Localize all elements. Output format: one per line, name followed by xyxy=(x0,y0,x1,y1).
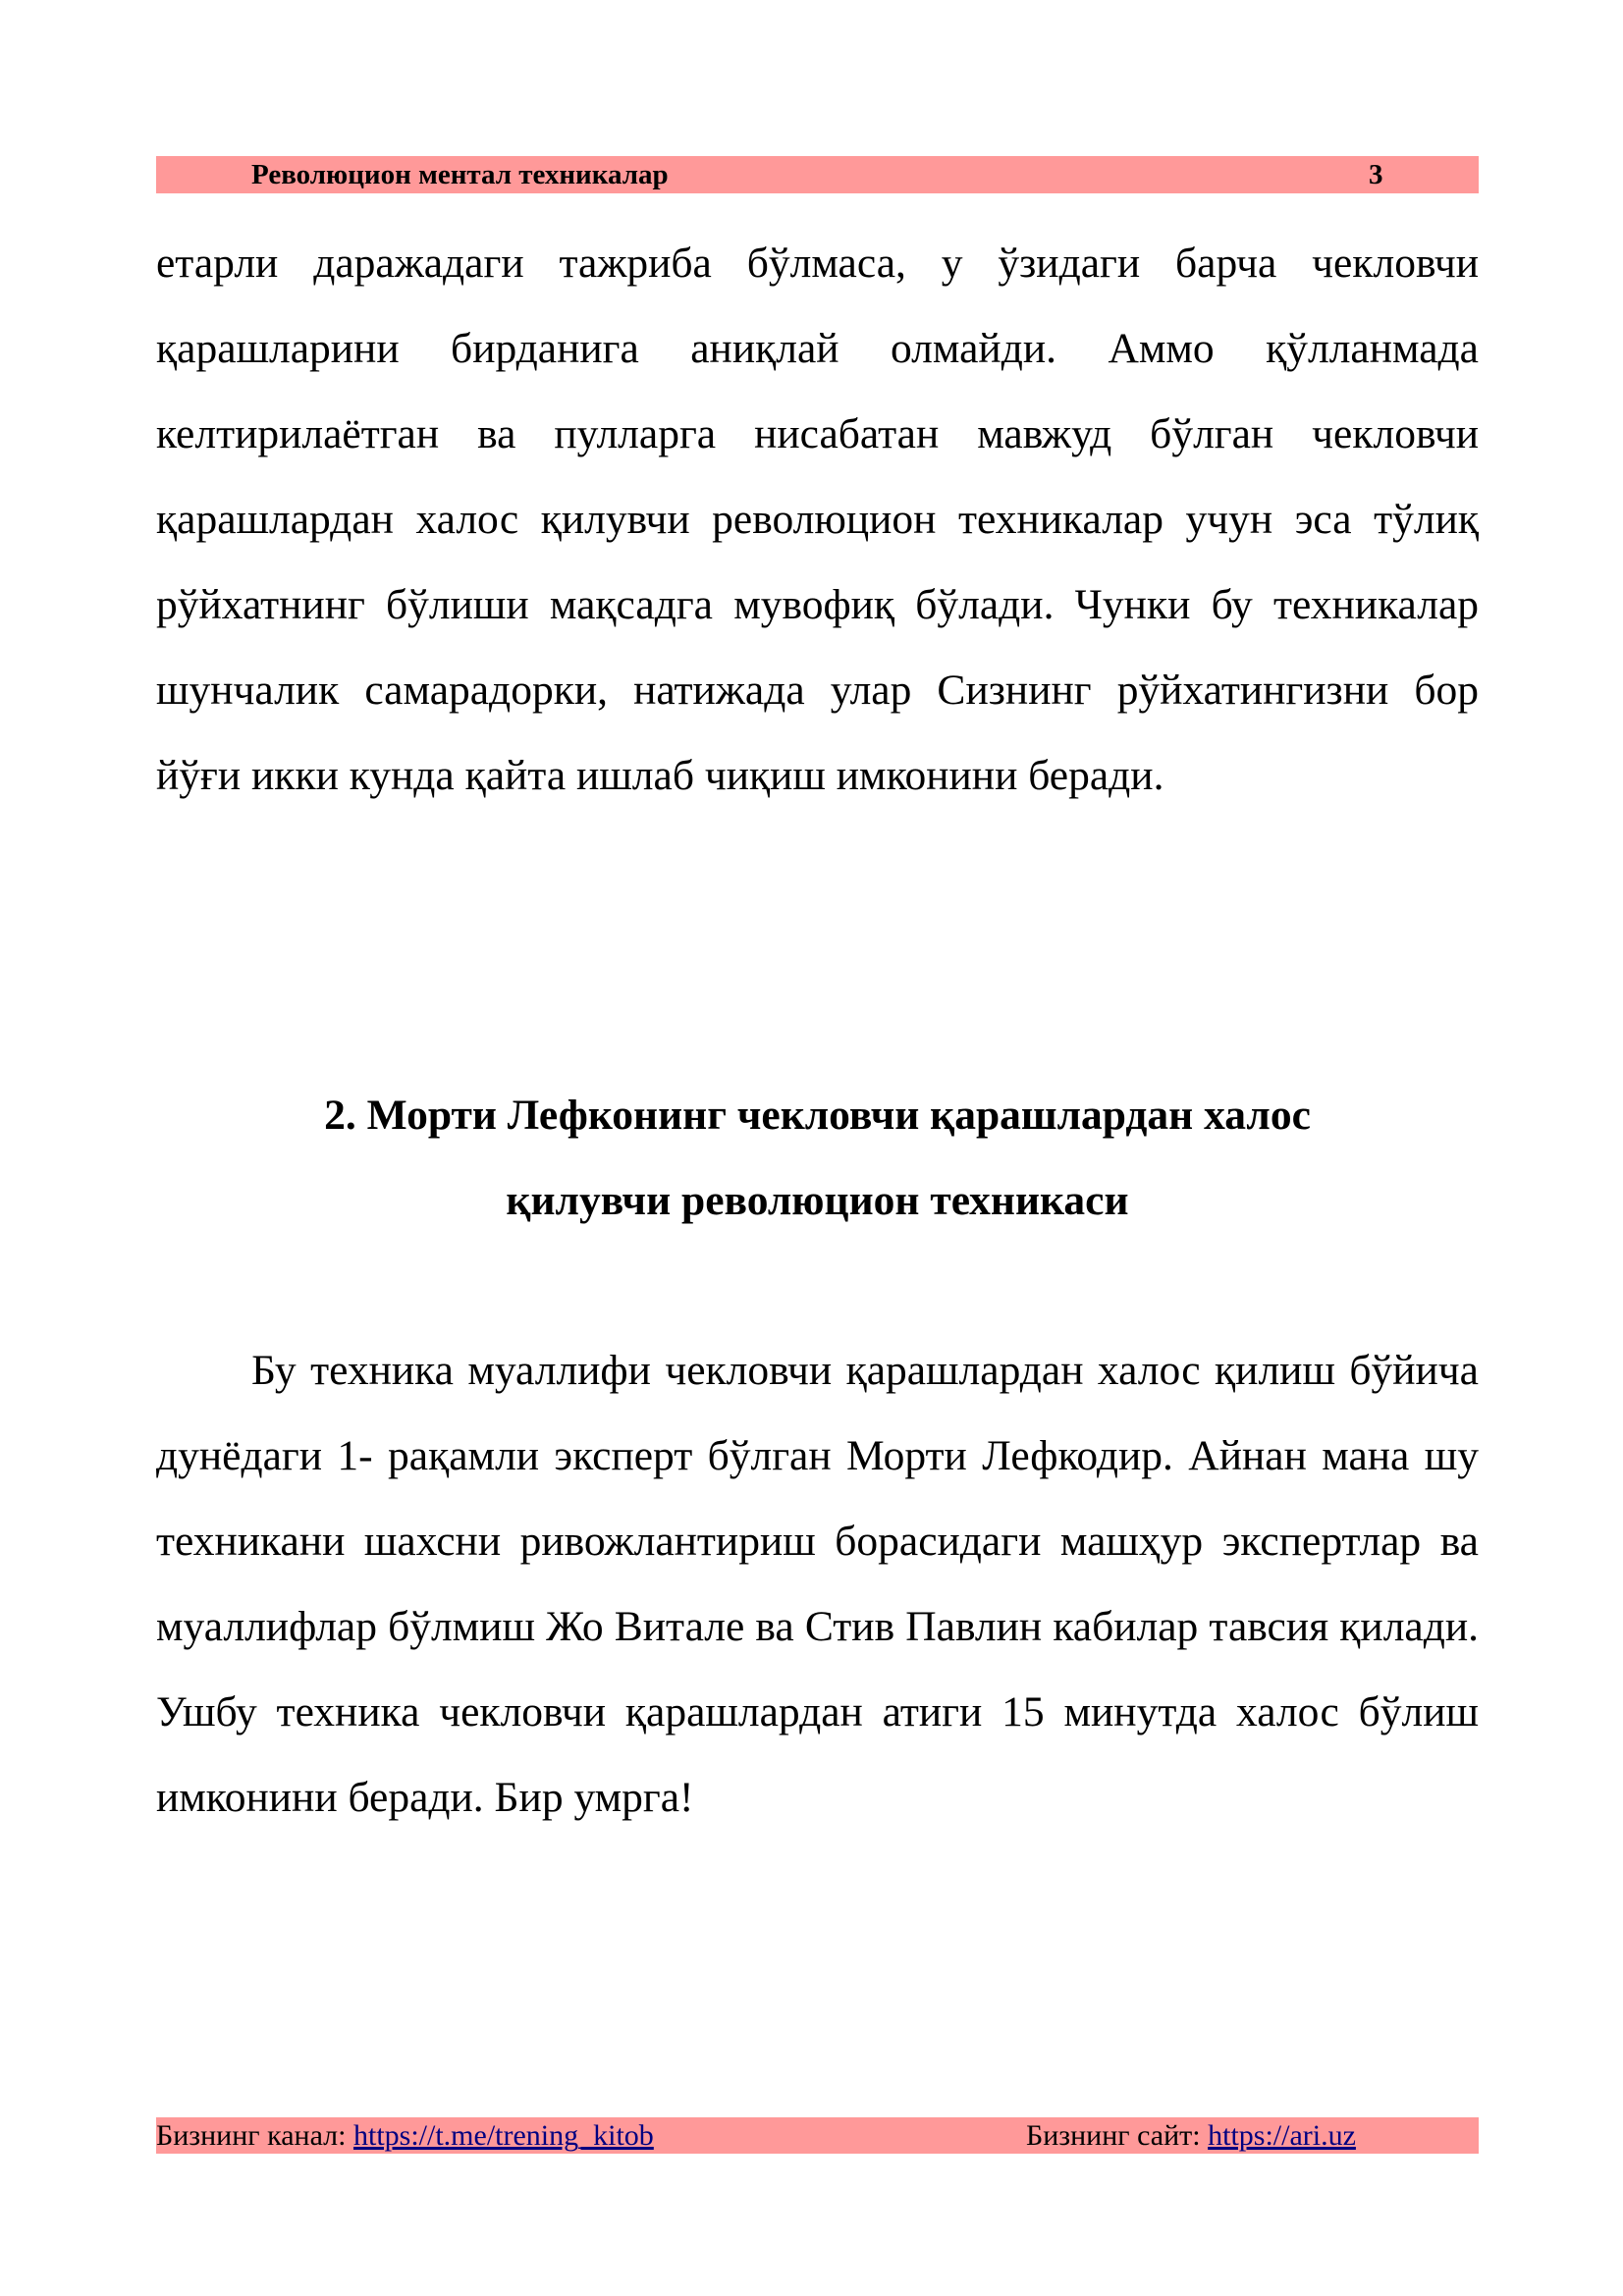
site-link[interactable]: https://ari.uz xyxy=(1208,2119,1356,2152)
footer-channel xyxy=(156,2117,654,2154)
footer-site-label: Бизнинг сайт: xyxy=(1026,2119,1209,2152)
running-footer xyxy=(156,2117,1479,2154)
page-number: 3 xyxy=(1369,159,1383,190)
running-header xyxy=(156,156,1479,193)
header-title: Революцион ментал техникалар xyxy=(251,159,669,190)
body-paragraph-1: етарли даражадаги тажриба бўлмаса, у ўзидаги барча чекловчи қарашларини бирданига аниқлай олмайди. Аммо қўлланмада келтирилаётган ва пулларга нисабатан мавжуд бўлган чекловчи қарашлардан халос қилувчи революцион техникалар учун эса тўлиқ рўйхатнинг бўлиши мақсадга мувофиқ бўлади. Чунки бу техникалар шунчалик самарадорки, натижада улар Сизнинг рўйхатингизни бор йўғи икки кунда қайта ишлаб чиқиш имконини беради. xyxy=(156,240,1479,799)
footer-site xyxy=(1026,2117,1356,2154)
body-paragraph-2: Бу техника муаллифи чекловчи қарашлардан халос қилиш бўйича дунёдаги 1- рақамли эксперт бўлган Морти Лефкодир. Айнан мана шу техникани шахсни ривожлантириш борасидаги машҳур экспертлар ва муаллифлар бўлмиш Жо Витале ва Стив Павлин кабилар тавсия қилади. Ушбу техника чекловчи қарашлардан атиги 15 минутда халос бўлиш имконини беради. Бир умрга! xyxy=(156,1347,1479,1821)
section-heading-line-2: қилувчи революцион техникаси xyxy=(506,1177,1129,1224)
footer-channel-label: Бизнинг канал: xyxy=(156,2119,353,2152)
section-heading-line-1: 2. Морти Лефконинг чекловчи қарашлардан халос xyxy=(324,1092,1311,1139)
channel-link[interactable]: https://t.me/trening_kitob xyxy=(352,2119,654,2152)
section-heading xyxy=(156,1073,1479,1244)
